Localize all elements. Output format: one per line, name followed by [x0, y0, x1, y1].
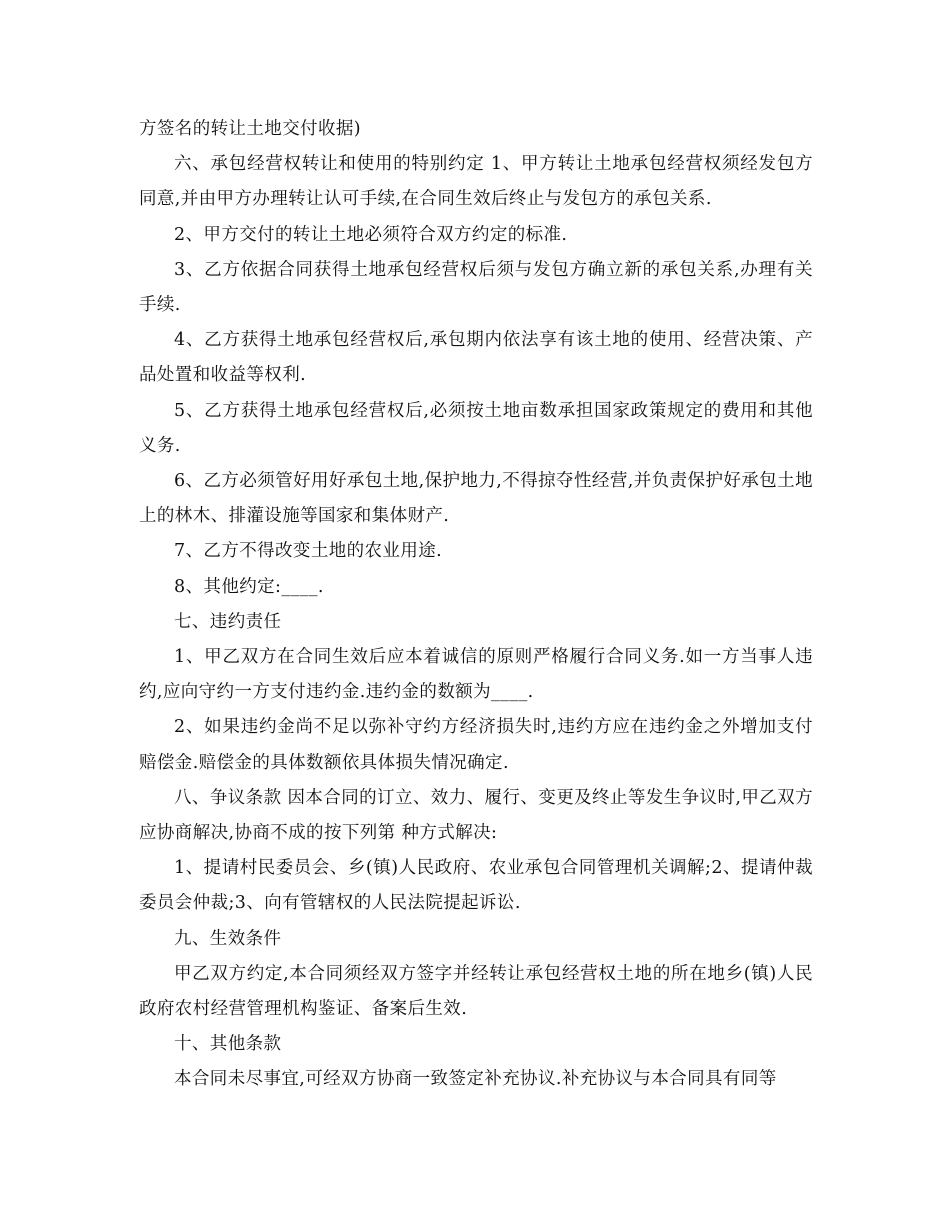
paragraph-section-6-item-4: 4、乙方获得土地承包经营权后,承包期内依法享有该土地的使用、经营决策、产品处置和收益等权利. [139, 330, 813, 386]
paragraph-section-6-item-5: 5、乙方获得土地承包经营权后,必须按土地亩数承担国家政策规定的费用和其他义务. [139, 400, 813, 456]
document-body [139, 112, 813, 1098]
heading-section-7: 七、违约责任 [174, 611, 282, 632]
paragraph-section-8-options: 1、提请村民委员会、乡(镇)人民政府、农业承包合同管理机关调解;2、提请仲裁委员会仲裁;3、向有管辖权的人民法院提起诉讼. [139, 858, 813, 914]
paragraph-section-7-item-2: 2、如果违约金尚不足以弥补守约方经济损失时,违约方应在违约金之外增加支付赔偿金.赔偿金的具体数额依具体损失情况确定. [139, 717, 813, 773]
paragraph-receipt-continuation: 方签名的转让土地交付收据) [139, 119, 362, 139]
paragraph-section-10-body: 本合同未尽事宜,可经双方协商一致签定补充协议.补充协议与本合同具有同等 [174, 1069, 777, 1090]
paragraph-section-6-item-8: 8、其他约定:____. [174, 576, 324, 597]
paragraph-section-9-body: 甲乙双方约定,本合同须经双方签字并经转让承包经营权土地的所在地乡(镇)人民政府农村经营管理机构鉴证、备案后生效. [139, 963, 813, 1020]
heading-section-9: 九、生效条件 [174, 928, 282, 949]
paragraph-section-8: 八、争议条款 因本合同的订立、效力、履行、变更及终止等发生争议时,甲乙双方应协商解决,协商不成的按下列第 种方式解决: [139, 787, 813, 844]
paragraph-section-6-item-2: 2、甲方交付的转让土地必须符合双方约定的标准. [174, 224, 568, 245]
paragraph-section-6-heading: 六、承包经营权转让和使用的特别约定 1、甲方转让土地承包经营权须经发包方同意,并由甲方办理转让认可手续,在合同生效后终止与发包方的承包关系. [139, 154, 813, 210]
paragraph-section-7-item-1: 1、甲乙双方在合同生效后应本着诚信的原则严格履行合同义务.如一方当事人违约,应向守约一方支付违约金.违约金的数额为____. [139, 647, 813, 703]
paragraph-section-6-item-3: 3、乙方依据合同获得土地承包经营权后须与发包方确立新的承包关系,办理有关手续. [139, 259, 813, 316]
paragraph-section-6-item-7: 7、乙方不得改变土地的农业用途. [174, 541, 443, 562]
paragraph-section-6-item-6: 6、乙方必须管好用好承包土地,保护地力,不得掠夺性经营,并负责保护好承包土地上的林木、排灌设施等国家和集体财产. [139, 471, 813, 527]
heading-section-10: 十、其他条款 [174, 1034, 282, 1055]
